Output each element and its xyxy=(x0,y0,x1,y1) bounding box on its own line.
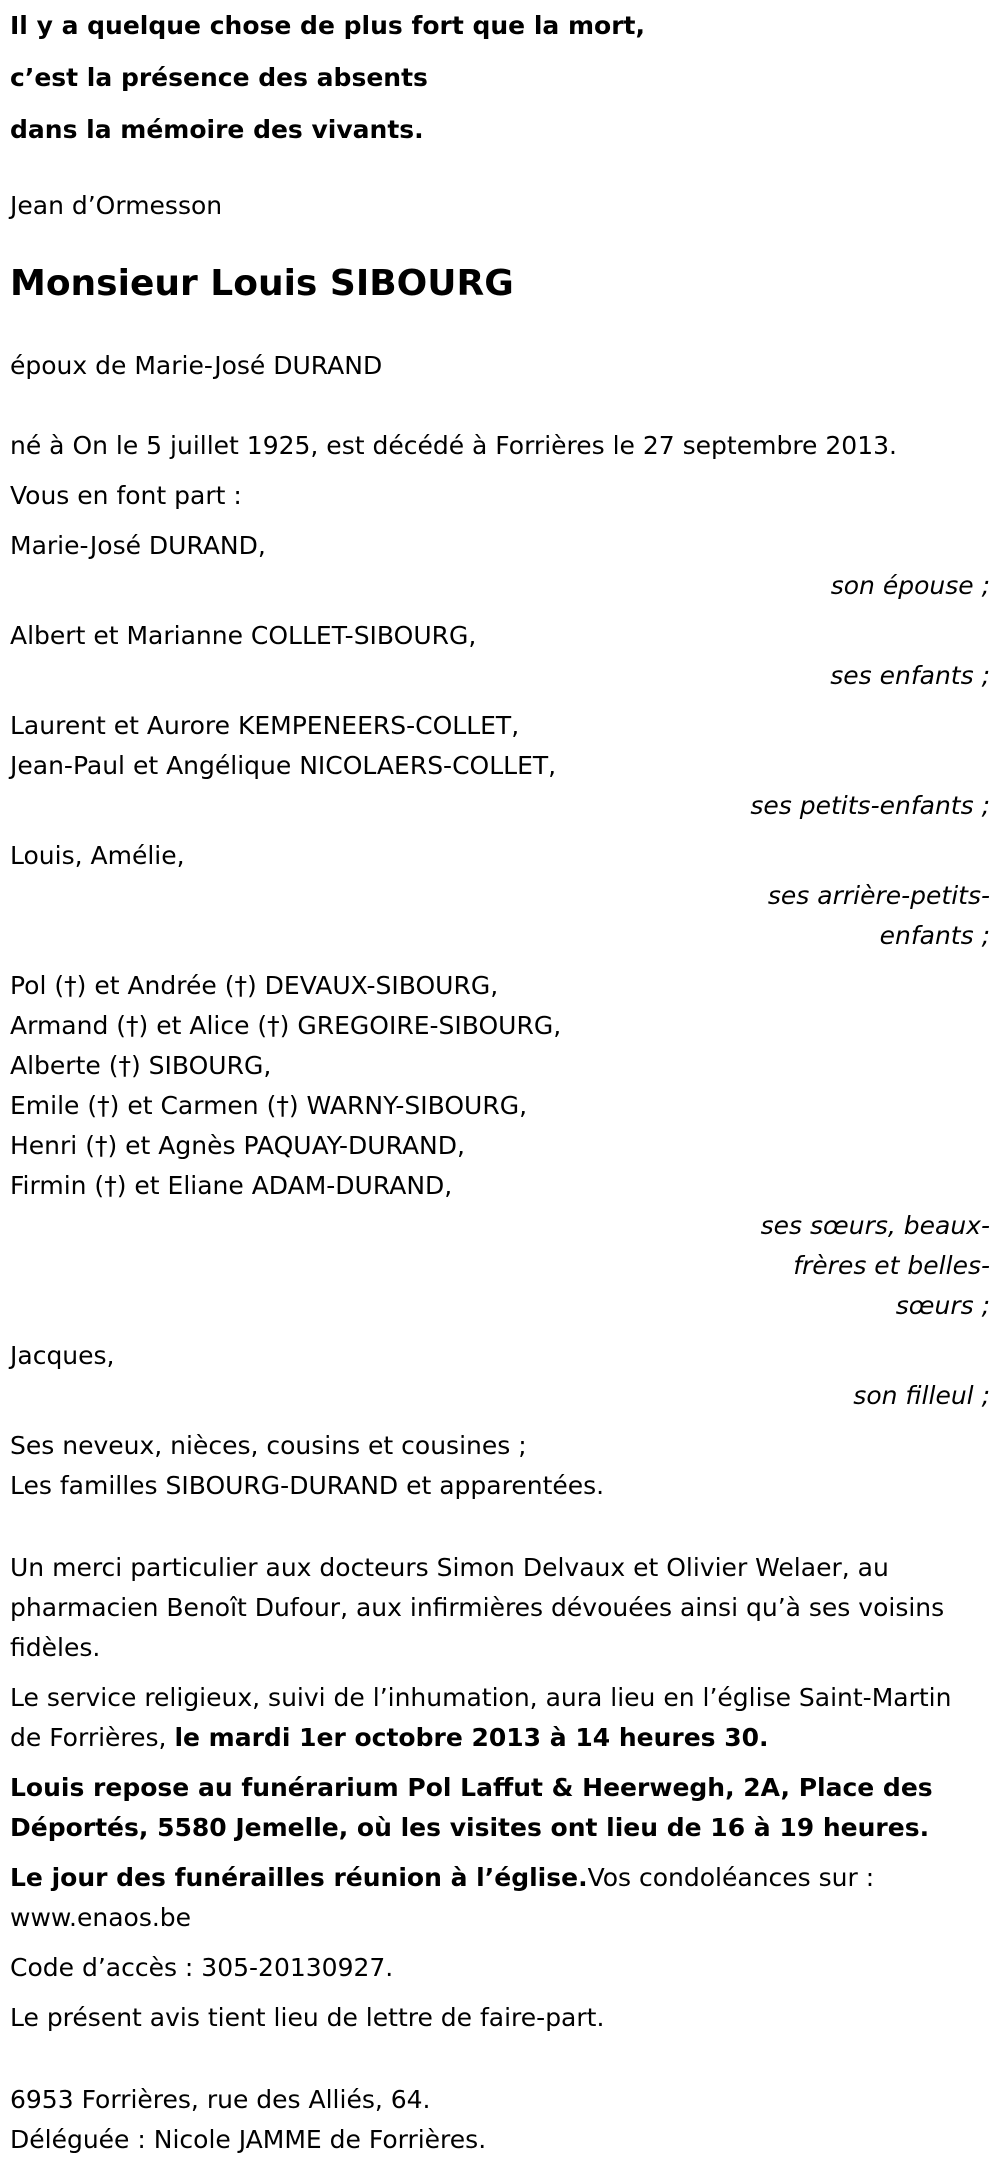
extended-family-line: Ses neveux, nièces, cousins et cousines ; xyxy=(10,1431,527,1460)
epigraph-quote xyxy=(10,0,990,156)
relation-label: ses petits-enfants ; xyxy=(750,791,990,820)
notice-statement: Le présent avis tient lieu de lettre de faire-part. xyxy=(10,2003,605,2032)
thanks-paragraph: Un merci particulier aux docteurs Simon Delvaux et Olivier Welaer, au pharmacien Benoît Dufour, aux infirmières dévouées ainsi qu’à ses voisins fidèles. xyxy=(10,1553,945,1662)
relation-label: ses sœurs, beaux-frères et belles-sœurs ; xyxy=(760,1211,990,1320)
family-names xyxy=(10,836,990,876)
spouse-line: époux de Marie-José DURAND xyxy=(10,351,383,380)
extended-family-line: Les familles SIBOURG-DURAND et apparentées. xyxy=(10,1471,605,1500)
family-name-line: Laurent et Aurore KEMPENEERS-COLLET, xyxy=(10,711,520,740)
family-name-line: Emile (†) et Carmen (†) WARNY-SIBOURG, xyxy=(10,1091,528,1120)
family-group-siblings xyxy=(10,966,990,1326)
family-name-line: Henri (†) et Agnès PAQUAY-DURAND, xyxy=(10,1131,465,1160)
relation-label: ses arrière-petits-enfants ; xyxy=(767,881,990,950)
relation-label: son épouse ; xyxy=(830,571,990,600)
delegate-line: Déléguée : Nicole JAMME de Forrières. xyxy=(10,2125,487,2154)
address-line: 6953 Forrières, rue des Alliés, 64. xyxy=(10,2085,431,2114)
access-code: Code d’accès : 305-20130927. xyxy=(10,1953,394,1982)
epigraph-author: Jean d’Ormesson xyxy=(10,191,223,220)
family-names xyxy=(10,1336,990,1376)
relation-label: ses enfants ; xyxy=(830,661,990,690)
deceased-name-title: Monsieur Louis SIBOURG xyxy=(10,263,514,304)
birth-death-line: né à On le 5 juillet 1925, est décédé à Forrières le 27 septembre 2013. xyxy=(10,431,897,460)
extended-family xyxy=(10,1426,990,1506)
family-name-line: Pol (†) et Andrée (†) DEVAUX-SIBOURG, xyxy=(10,971,499,1000)
family-group-godson xyxy=(10,1336,990,1416)
condolences-link-text[interactable]: Vos condoléances sur : www.enaos.be xyxy=(10,1863,875,1932)
family-name-line: Alberte (†) SIBOURG, xyxy=(10,1051,272,1080)
service-datetime: le mardi 1er octobre 2013 à 14 heures 30. xyxy=(174,1723,769,1752)
family-names xyxy=(10,616,990,656)
epigraph-line: Il y a quelque chose de plus fort que la mort, xyxy=(10,11,645,40)
family-group-spouse xyxy=(10,526,990,606)
family-name-line: Firmin (†) et Eliane ADAM-DURAND, xyxy=(10,1171,453,1200)
family-name-line: Louis, Amélie, xyxy=(10,841,185,870)
funeral-day-paragraph xyxy=(10,1858,970,1938)
family-names xyxy=(10,966,990,1206)
family-name-line: Armand (†) et Alice (†) GREGOIRE-SIBOURG, xyxy=(10,1011,562,1040)
family-name-line: Marie-José DURAND, xyxy=(10,531,266,560)
announce-label: Vous en font part : xyxy=(10,481,242,510)
family-group-children xyxy=(10,616,990,696)
funeral-day-gathering: Le jour des funérailles réunion à l’église. xyxy=(10,1863,588,1892)
family-group-great-grandchildren xyxy=(10,836,990,956)
service-paragraph xyxy=(10,1678,970,1758)
family-names xyxy=(10,706,990,786)
epigraph-line: dans la mémoire des vivants. xyxy=(10,115,424,144)
service-intro: Le service religieux, suivi de l’inhumation, aura lieu en l’église Saint-Martin de Forrières, xyxy=(10,1683,952,1752)
relation-label: son filleul ; xyxy=(853,1381,990,1410)
epigraph-line: c’est la présence des absents xyxy=(10,63,428,92)
family-names xyxy=(10,526,990,566)
family-group-grandchildren xyxy=(10,706,990,826)
family-name-line: Jean-Paul et Angélique NICOLAERS-COLLET, xyxy=(10,751,557,780)
family-name-line: Albert et Marianne COLLET-SIBOURG, xyxy=(10,621,477,650)
family-name-line: Jacques, xyxy=(10,1341,115,1370)
repose-paragraph: Louis repose au funérarium Pol Laffut & Heerwegh, 2A, Place des Déportés, 5580 Jemelle, où les visites ont lieu de 16 à 19 heures. xyxy=(10,1773,933,1842)
